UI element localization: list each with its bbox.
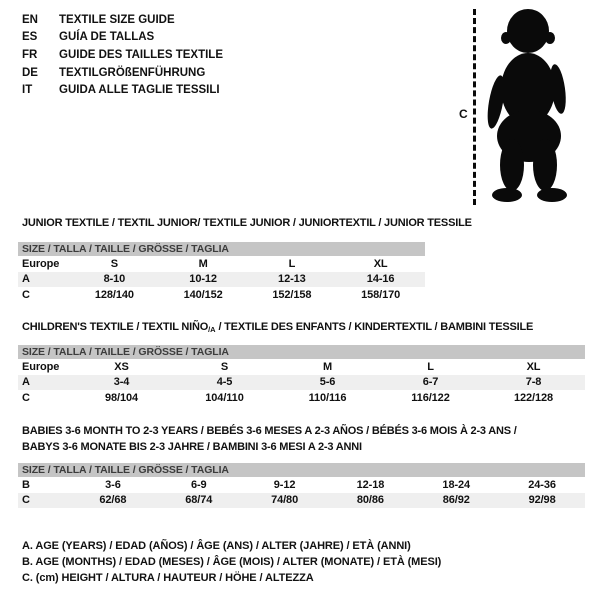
table-cell: 6-7 bbox=[422, 376, 439, 389]
table-cell: XL bbox=[526, 360, 541, 373]
table-cell: 10-12 bbox=[189, 273, 217, 286]
table-cell: 12-13 bbox=[278, 273, 306, 286]
table-row bbox=[18, 287, 425, 303]
table-cell: 104/110 bbox=[205, 391, 244, 404]
children-section-title bbox=[22, 321, 533, 334]
footnote-c: C. (cm) HEIGHT / ALTURA / HAUTEUR / HÖHE / ALTEZZA bbox=[22, 571, 314, 584]
lang-code: FR bbox=[22, 48, 38, 61]
table-cell: XS bbox=[114, 360, 129, 373]
table-cell: 152/158 bbox=[272, 288, 312, 301]
table-cell: 158/170 bbox=[361, 288, 401, 301]
babies-title-line2: BABYS 3-6 MONATE BIS 2-3 JAHRE / BAMBINI 3-6 MESI A 2-3 ANNI bbox=[22, 440, 362, 453]
table-cell: 92/98 bbox=[528, 494, 556, 507]
table-row bbox=[18, 272, 425, 288]
table-cell: L bbox=[427, 360, 434, 373]
children-size-table bbox=[18, 345, 585, 406]
title-text: / TEXTILE DES ENFANTS / KINDERTEXTIL / BAMBINI TESSILE bbox=[215, 321, 534, 333]
lang-label: GUIDA ALLE TAGLIE TESSILI bbox=[59, 84, 220, 97]
size-header-bar: SIZE / TALLA / TAILLE / GRÖSSE / TAGLIA bbox=[18, 463, 585, 477]
table-cell: 18-24 bbox=[442, 478, 471, 491]
lang-row-de bbox=[22, 64, 223, 82]
table-cell: S bbox=[220, 360, 229, 373]
table-row bbox=[18, 256, 425, 272]
table-cell: 3-6 bbox=[105, 478, 121, 491]
lang-row-fr bbox=[22, 46, 223, 64]
lang-label: GUÍA DE TALLAS bbox=[59, 31, 155, 44]
table-row bbox=[18, 359, 585, 375]
junior-section-title: JUNIOR TEXTILE / TEXTIL JUNIOR/ TEXTILE JUNIOR / JUNIORTEXTIL / JUNIOR TESSILE bbox=[22, 217, 472, 229]
row-label: C bbox=[22, 288, 30, 301]
junior-size-table bbox=[18, 242, 425, 303]
language-legend bbox=[22, 11, 223, 99]
footnote-b: B. AGE (MONTHS) / EDAD (MESES) / ÂGE (MOIS) / ALTER (MONATE) / ETÀ (MESI) bbox=[22, 555, 442, 568]
table-cell: M bbox=[198, 257, 208, 270]
row-label: A bbox=[22, 273, 30, 286]
table-cell: 140/152 bbox=[183, 288, 223, 301]
title-text: CHILDREN'S TEXTILE / TEXTIL NIÑO bbox=[22, 321, 209, 333]
table-cell: 62/68 bbox=[99, 494, 127, 507]
row-label: A bbox=[22, 376, 30, 389]
table-cell: 6-9 bbox=[190, 478, 207, 491]
table-cell: 14-16 bbox=[366, 273, 395, 286]
table-cell: 68/74 bbox=[185, 494, 213, 507]
lang-label: GUIDE DES TAILLES TEXTILE bbox=[59, 48, 223, 61]
lang-label: TEXTILGRÖßENFÜHRUNG bbox=[59, 66, 206, 79]
table-cell: 74/80 bbox=[271, 494, 299, 507]
lang-code: IT bbox=[22, 84, 33, 97]
size-header-bar: SIZE / TALLA / TAILLE / GRÖSSE / TAGLIA bbox=[18, 345, 585, 359]
table-cell: 8-10 bbox=[103, 273, 126, 286]
lang-row-en bbox=[22, 11, 223, 29]
size-header-bar: SIZE / TALLA / TAILLE / GRÖSSE / TAGLIA bbox=[18, 242, 425, 256]
table-cell: 122/128 bbox=[513, 391, 554, 404]
table-cell: 4-5 bbox=[216, 376, 233, 389]
footnotes bbox=[22, 539, 441, 586]
table-cell: L bbox=[288, 257, 296, 270]
row-label: Europe bbox=[22, 360, 60, 373]
lang-code: ES bbox=[22, 31, 38, 44]
lang-row-it bbox=[22, 81, 223, 99]
title-subscript: /A bbox=[208, 325, 216, 334]
table-cell: 9-12 bbox=[273, 478, 296, 491]
table-cell: 128/140 bbox=[94, 288, 134, 301]
table-cell: 7-8 bbox=[525, 376, 542, 389]
footnote-a: A. AGE (YEARS) / EDAD (AÑOS) / ÂGE (ANS) / ALTER (JAHRE) / ETÀ (ANNI) bbox=[22, 540, 411, 552]
table-cell: 98/104 bbox=[104, 391, 139, 404]
table-cell: XL bbox=[373, 257, 388, 270]
baby-silhouette-icon bbox=[482, 7, 577, 207]
table-cell: 116/122 bbox=[411, 391, 450, 404]
lang-code: EN bbox=[22, 13, 38, 26]
table-row bbox=[18, 477, 585, 493]
table-cell: 3-4 bbox=[113, 376, 130, 389]
babies-size-table bbox=[18, 463, 585, 508]
table-cell: 110/116 bbox=[308, 391, 347, 404]
babies-title-line1: BABIES 3-6 MONTH TO 2-3 YEARS / BEBÉS 3-6 MESES A 2-3 AÑOS / BÉBÉS 3-6 MOIS À 2-3 ANS / bbox=[22, 425, 517, 437]
height-dashed-line-icon bbox=[473, 9, 476, 205]
row-label: C bbox=[22, 494, 30, 507]
table-cell: S bbox=[110, 257, 118, 270]
height-marker-label: C bbox=[459, 107, 468, 121]
table-row bbox=[18, 390, 585, 406]
row-label: C bbox=[22, 391, 30, 404]
table-cell: 5-6 bbox=[319, 376, 336, 389]
babies-section-title bbox=[22, 424, 517, 455]
table-row bbox=[18, 375, 585, 391]
table-cell: 86/92 bbox=[442, 494, 470, 507]
lang-label: TEXTILE SIZE GUIDE bbox=[59, 13, 175, 26]
table-cell: 24-36 bbox=[528, 478, 556, 491]
table-cell: M bbox=[322, 360, 333, 373]
lang-code: DE bbox=[22, 66, 38, 79]
row-label: Europe bbox=[22, 257, 60, 270]
table-row bbox=[18, 493, 585, 509]
table-cell: 12-18 bbox=[356, 478, 385, 491]
lang-row-es bbox=[22, 29, 223, 47]
row-label: B bbox=[22, 478, 30, 491]
table-cell: 80/86 bbox=[356, 494, 384, 507]
